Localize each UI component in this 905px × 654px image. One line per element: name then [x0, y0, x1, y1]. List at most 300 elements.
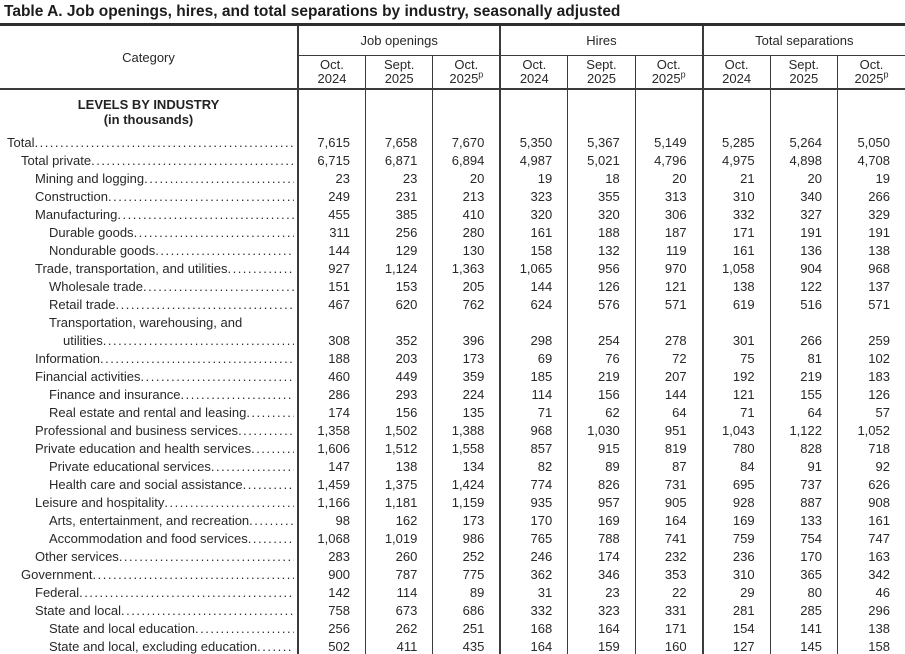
value-cell: 236 [703, 548, 770, 566]
row-label: Leisure and hospitality [35, 495, 165, 510]
value-cell: 951 [635, 422, 702, 440]
value-cell: 576 [568, 296, 635, 314]
value-cell: 114 [500, 386, 567, 404]
value-cell: 170 [500, 512, 567, 530]
category-cell [0, 440, 298, 458]
row-label: Wholesale trade [49, 279, 143, 294]
group-header-job-openings: Job openings [298, 26, 500, 56]
value-cell: 23 [568, 584, 635, 602]
value-cell: 251 [433, 620, 500, 638]
dot-leader [121, 602, 294, 620]
value-cell: 5,021 [568, 152, 635, 170]
value-cell: 296 [838, 602, 905, 620]
empty-cell [635, 89, 702, 134]
value-cell: 20 [433, 170, 500, 188]
value-cell: 355 [568, 188, 635, 206]
value-cell: 5,149 [635, 134, 702, 152]
value-cell: 311 [298, 224, 365, 242]
table-row-professional-and-business-services [0, 422, 905, 440]
value-cell: 130 [433, 242, 500, 260]
period-header-hires-oct-2024: Oct. 2024 [500, 56, 567, 90]
category-cell [0, 278, 298, 296]
category-cell [0, 638, 298, 654]
value-cell: 323 [568, 602, 635, 620]
value-cell: 695 [703, 476, 770, 494]
value-cell: 5,050 [838, 134, 905, 152]
value-cell: 352 [365, 314, 432, 350]
value-cell: 281 [703, 602, 770, 620]
value-cell: 320 [568, 206, 635, 224]
table-row-mining-and-logging [0, 170, 905, 188]
table-row-finance-and-insurance [0, 386, 905, 404]
table-row-state-and-local [0, 602, 905, 620]
value-cell: 619 [703, 296, 770, 314]
value-cell: 153 [365, 278, 432, 296]
table-row-wholesale-trade [0, 278, 905, 296]
category-cell [0, 476, 298, 494]
table-row-private-education-and-health-services [0, 440, 905, 458]
value-cell: 329 [838, 206, 905, 224]
value-cell: 313 [635, 188, 702, 206]
empty-cell [433, 89, 500, 134]
dot-leader [155, 242, 294, 260]
category-cell [0, 260, 298, 278]
value-cell: 1,606 [298, 440, 365, 458]
value-cell: 80 [770, 584, 837, 602]
category-cell [0, 206, 298, 224]
section-heading-cell [0, 89, 298, 134]
value-cell: 787 [365, 566, 432, 584]
value-cell: 188 [298, 350, 365, 368]
value-cell: 92 [838, 458, 905, 476]
dot-leader [93, 566, 294, 584]
value-cell: 81 [770, 350, 837, 368]
value-cell: 256 [365, 224, 432, 242]
value-cell: 968 [500, 422, 567, 440]
value-cell: 161 [838, 512, 905, 530]
table-row-leisure-and-hospitality [0, 494, 905, 512]
value-cell: 1,019 [365, 530, 432, 548]
value-cell: 158 [838, 638, 905, 654]
table-row-health-care-and-social-assistance [0, 476, 905, 494]
section-heading-row [0, 89, 905, 134]
value-cell: 168 [500, 620, 567, 638]
dot-leader [34, 134, 294, 152]
value-cell: 1,424 [433, 476, 500, 494]
value-cell: 121 [703, 386, 770, 404]
jolts-table [0, 26, 905, 654]
dot-leader [134, 224, 294, 242]
value-cell: 69 [500, 350, 567, 368]
value-cell: 174 [298, 404, 365, 422]
value-cell: 187 [635, 224, 702, 242]
category-cell [0, 350, 298, 368]
value-cell: 147 [298, 458, 365, 476]
value-cell: 156 [365, 404, 432, 422]
value-cell: 718 [838, 440, 905, 458]
value-cell: 71 [703, 404, 770, 422]
value-cell: 262 [365, 620, 432, 638]
table-row-private-educational-services [0, 458, 905, 476]
value-cell: 18 [568, 170, 635, 188]
value-cell: 5,350 [500, 134, 567, 152]
value-cell: 5,264 [770, 134, 837, 152]
value-cell: 6,871 [365, 152, 432, 170]
value-cell: 1,068 [298, 530, 365, 548]
value-cell: 731 [635, 476, 702, 494]
value-cell: 353 [635, 566, 702, 584]
value-cell: 98 [298, 512, 365, 530]
dot-leader [79, 584, 294, 602]
value-cell: 298 [500, 314, 567, 350]
value-cell: 254 [568, 314, 635, 350]
value-cell: 151 [298, 278, 365, 296]
value-cell: 138 [703, 278, 770, 296]
value-cell: 435 [433, 638, 500, 654]
value-cell: 170 [770, 548, 837, 566]
dot-leader [181, 386, 294, 404]
value-cell: 76 [568, 350, 635, 368]
category-cell [0, 296, 298, 314]
value-cell: 20 [635, 170, 702, 188]
row-label: State and local education [49, 621, 195, 636]
value-cell: 145 [770, 638, 837, 654]
value-cell: 758 [298, 602, 365, 620]
value-cell: 927 [298, 260, 365, 278]
value-cell: 362 [500, 566, 567, 584]
value-cell: 75 [703, 350, 770, 368]
value-cell: 5,285 [703, 134, 770, 152]
value-cell: 173 [433, 512, 500, 530]
row-label: Accommodation and food services [49, 531, 248, 546]
value-cell: 72 [635, 350, 702, 368]
category-cell [0, 566, 298, 584]
value-cell: 365 [770, 566, 837, 584]
value-cell: 126 [568, 278, 635, 296]
preliminary-superscript: p [478, 69, 484, 80]
value-cell: 64 [770, 404, 837, 422]
dot-leader [246, 404, 294, 422]
value-cell: 747 [838, 530, 905, 548]
table-row-other-services [0, 548, 905, 566]
value-cell: 174 [568, 548, 635, 566]
value-cell: 673 [365, 602, 432, 620]
value-cell: 774 [500, 476, 567, 494]
dot-leader [100, 350, 294, 368]
value-cell: 205 [433, 278, 500, 296]
value-cell: 4,708 [838, 152, 905, 170]
row-label: Total [7, 135, 35, 150]
value-cell: 460 [298, 368, 365, 386]
value-cell: 737 [770, 476, 837, 494]
value-cell: 114 [365, 584, 432, 602]
value-cell: 144 [298, 242, 365, 260]
value-cell: 396 [433, 314, 500, 350]
value-cell: 1,388 [433, 422, 500, 440]
value-cell: 928 [703, 494, 770, 512]
value-cell: 828 [770, 440, 837, 458]
empty-cell [770, 89, 837, 134]
value-cell: 626 [838, 476, 905, 494]
value-cell: 127 [703, 638, 770, 654]
category-cell [0, 494, 298, 512]
value-cell: 231 [365, 188, 432, 206]
value-cell: 192 [703, 368, 770, 386]
value-cell: 310 [703, 566, 770, 584]
value-cell: 19 [838, 170, 905, 188]
value-cell: 134 [433, 458, 500, 476]
row-label: State and local, excluding education [49, 639, 258, 654]
dot-leader [117, 206, 294, 224]
dot-leader [227, 260, 294, 278]
value-cell: 23 [365, 170, 432, 188]
dot-leader [103, 332, 294, 350]
table-row-government [0, 566, 905, 584]
value-cell: 164 [568, 620, 635, 638]
dot-leader [91, 152, 294, 170]
group-header-total-separations: Total separations [703, 26, 905, 56]
dot-leader [143, 278, 294, 296]
value-cell: 331 [635, 602, 702, 620]
table-row-transportation-warehousing-and [0, 314, 905, 350]
empty-cell [500, 89, 567, 134]
dot-leader [119, 548, 294, 566]
value-cell: 185 [500, 368, 567, 386]
empty-cell [365, 89, 432, 134]
dot-leader [211, 458, 294, 476]
dot-leader [144, 170, 294, 188]
value-cell: 249 [298, 188, 365, 206]
period-header-job-openings-oct-2024: Oct. 2024 [298, 56, 365, 90]
value-cell: 900 [298, 566, 365, 584]
value-cell: 21 [703, 170, 770, 188]
value-cell: 82 [500, 458, 567, 476]
value-cell: 7,615 [298, 134, 365, 152]
value-cell: 857 [500, 440, 567, 458]
value-cell: 1,043 [703, 422, 770, 440]
dot-leader [164, 494, 294, 512]
value-cell: 332 [500, 602, 567, 620]
value-cell: 1,459 [298, 476, 365, 494]
value-cell: 256 [298, 620, 365, 638]
period-header-hires-sept-2025: Sept. 2025 [568, 56, 635, 90]
value-cell: 138 [365, 458, 432, 476]
value-cell: 141 [770, 620, 837, 638]
row-label: Total private [21, 153, 92, 168]
value-cell: 516 [770, 296, 837, 314]
category-cell [0, 188, 298, 206]
value-cell: 320 [500, 206, 567, 224]
value-cell: 71 [500, 404, 567, 422]
category-cell [0, 422, 298, 440]
value-cell: 1,030 [568, 422, 635, 440]
empty-cell [568, 89, 635, 134]
value-cell: 754 [770, 530, 837, 548]
value-cell: 904 [770, 260, 837, 278]
value-cell: 246 [500, 548, 567, 566]
period-header-job-openings-oct-2025: Oct. 2025$^p$ [433, 56, 500, 90]
row-label-line1: Transportation, warehousing, and [49, 315, 243, 330]
value-cell: 624 [500, 296, 567, 314]
value-cell: 1,122 [770, 422, 837, 440]
value-cell: 332 [703, 206, 770, 224]
value-cell: 293 [365, 386, 432, 404]
table-row-accommodation-and-food-services [0, 530, 905, 548]
dot-leader [243, 476, 294, 494]
value-cell: 4,796 [635, 152, 702, 170]
table-title: Table A. Job openings, hires, and total separations by industry, seasonally adjusted [0, 0, 905, 26]
value-cell: 5,367 [568, 134, 635, 152]
value-cell: 126 [838, 386, 905, 404]
value-cell: 342 [838, 566, 905, 584]
value-cell: 410 [433, 206, 500, 224]
value-cell: 6,715 [298, 152, 365, 170]
value-cell: 7,658 [365, 134, 432, 152]
value-cell: 1,502 [365, 422, 432, 440]
value-cell: 323 [500, 188, 567, 206]
value-cell: 159 [568, 638, 635, 654]
value-cell: 310 [703, 188, 770, 206]
value-cell: 4,987 [500, 152, 567, 170]
group-header-hires: Hires [500, 26, 702, 56]
value-cell: 224 [433, 386, 500, 404]
value-cell: 1,166 [298, 494, 365, 512]
value-cell: 219 [770, 368, 837, 386]
value-cell: 158 [500, 242, 567, 260]
value-cell: 301 [703, 314, 770, 350]
category-cell [0, 620, 298, 638]
category-cell [0, 458, 298, 476]
value-cell: 219 [568, 368, 635, 386]
value-cell: 467 [298, 296, 365, 314]
row-label: Retail trade [49, 297, 116, 312]
table-header [0, 26, 905, 89]
period-header-hires-oct-2025: Oct. 2025$^p$ [635, 56, 702, 90]
value-cell: 775 [433, 566, 500, 584]
category-cell [0, 530, 298, 548]
value-cell: 161 [703, 242, 770, 260]
dot-leader [248, 530, 294, 548]
category-cell [0, 368, 298, 386]
category-cell [0, 512, 298, 530]
value-cell: 346 [568, 566, 635, 584]
category-cell [0, 134, 298, 152]
value-cell: 207 [635, 368, 702, 386]
preliminary-superscript: p [680, 69, 686, 80]
value-cell: 57 [838, 404, 905, 422]
value-cell: 266 [770, 314, 837, 350]
value-cell: 144 [500, 278, 567, 296]
value-cell: 87 [635, 458, 702, 476]
value-cell: 306 [635, 206, 702, 224]
value-cell: 135 [433, 404, 500, 422]
value-cell: 232 [635, 548, 702, 566]
row-label: Durable goods [49, 225, 134, 240]
value-cell: 4,975 [703, 152, 770, 170]
row-label: State and local [35, 603, 122, 618]
category-cell [0, 548, 298, 566]
value-cell: 908 [838, 494, 905, 512]
value-cell: 359 [433, 368, 500, 386]
category-cell [0, 602, 298, 620]
value-cell: 741 [635, 530, 702, 548]
value-cell: 252 [433, 548, 500, 566]
table-row-real-estate-and-rental-and-leasing [0, 404, 905, 422]
value-cell: 1,124 [365, 260, 432, 278]
value-cell: 968 [838, 260, 905, 278]
value-cell: 102 [838, 350, 905, 368]
value-cell: 4,898 [770, 152, 837, 170]
value-cell: 502 [298, 638, 365, 654]
value-cell: 64 [635, 404, 702, 422]
value-cell: 161 [500, 224, 567, 242]
row-label: Health care and social assistance [49, 477, 243, 492]
table-row-retail-trade [0, 296, 905, 314]
value-cell: 191 [838, 224, 905, 242]
row-label: Finance and insurance [49, 387, 181, 402]
category-cell [0, 224, 298, 242]
value-cell: 62 [568, 404, 635, 422]
category-column-header: Category [0, 26, 298, 89]
row-label: Arts, entertainment, and recreation [49, 513, 250, 528]
preliminary-superscript: p [883, 69, 889, 80]
value-cell: 46 [838, 584, 905, 602]
value-cell: 173 [433, 350, 500, 368]
value-cell: 449 [365, 368, 432, 386]
value-cell: 142 [298, 584, 365, 602]
table-body [0, 89, 905, 654]
value-cell: 213 [433, 188, 500, 206]
value-cell: 986 [433, 530, 500, 548]
value-cell: 280 [433, 224, 500, 242]
table-row-state-and-local-excluding-education [0, 638, 905, 654]
dot-leader [251, 440, 294, 458]
value-cell: 19 [500, 170, 567, 188]
value-cell: 826 [568, 476, 635, 494]
table-row-total [0, 134, 905, 152]
row-label: Trade, transportation, and utilities [35, 261, 228, 276]
value-cell: 171 [703, 224, 770, 242]
value-cell: 154 [703, 620, 770, 638]
row-label: Real estate and rental and leasing [49, 405, 247, 420]
value-cell: 203 [365, 350, 432, 368]
table-row-durable-goods [0, 224, 905, 242]
value-cell: 183 [838, 368, 905, 386]
value-cell: 137 [838, 278, 905, 296]
empty-cell [838, 89, 905, 134]
dot-leader [108, 188, 294, 206]
category-cell [0, 314, 298, 350]
category-cell [0, 152, 298, 170]
table-row-financial-activities [0, 368, 905, 386]
value-cell: 278 [635, 314, 702, 350]
table-row-total-private [0, 152, 905, 170]
value-cell: 155 [770, 386, 837, 404]
row-label: Mining and logging [35, 171, 145, 186]
row-label: Information [35, 351, 101, 366]
value-cell: 283 [298, 548, 365, 566]
period-header-total-separations-oct-2024: Oct. 2024 [703, 56, 770, 90]
value-cell: 122 [770, 278, 837, 296]
value-cell: 266 [838, 188, 905, 206]
table-row-federal [0, 584, 905, 602]
value-cell: 138 [838, 242, 905, 260]
row-label: utilities [63, 333, 103, 348]
value-cell: 260 [365, 548, 432, 566]
value-cell: 91 [770, 458, 837, 476]
value-cell: 1,512 [365, 440, 432, 458]
row-label: Financial activities [35, 369, 141, 384]
